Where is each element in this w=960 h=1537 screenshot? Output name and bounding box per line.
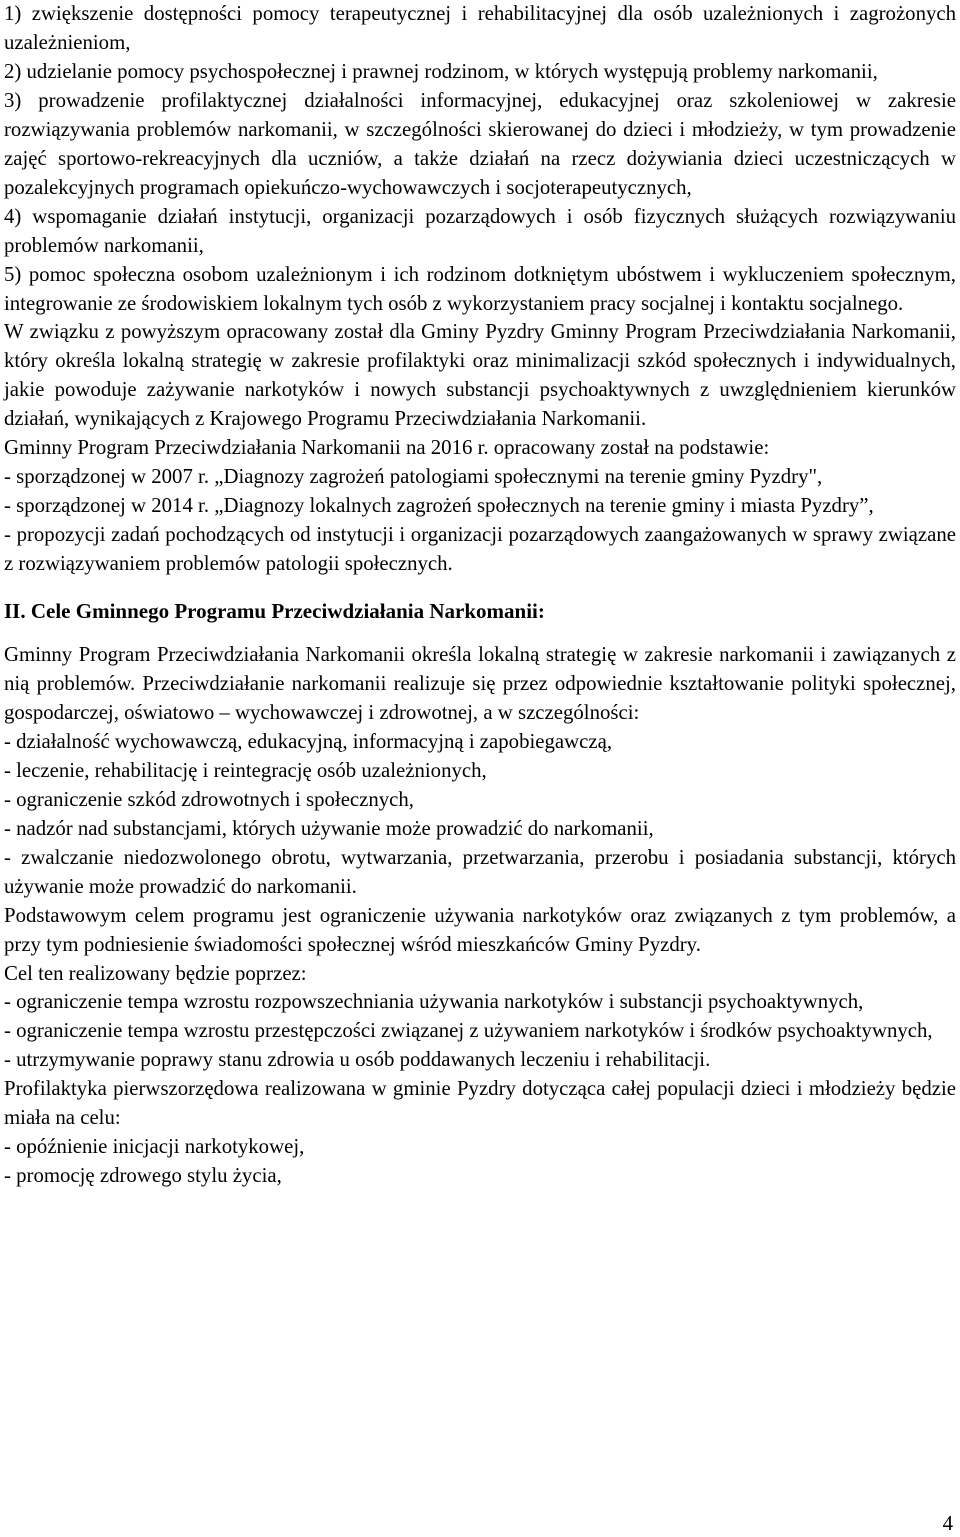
goal-item-4: - nadzór nad substancjami, których używanie może prowadzić do narkomanii, — [4, 816, 654, 840]
list-item-1: 1) zwiększenie dostępności pomocy terapeutycznej i rehabilitacyjnej dla osób uzależnionych i zagrożonych uzależnieniom, — [4, 2, 956, 54]
list-item-2: 2) udzielanie pomocy psychospołecznej i prawnej rodzinom, w których występują problemy narkomanii, — [4, 59, 878, 83]
goal-item-1: - działalność wychowawczą, edukacyjną, informacyjną i zapobiegawczą, — [4, 729, 613, 753]
means-item-2: - ograniczenie tempa wzrostu przestępczości związanej z używaniem narkotyków i środków psychoaktywnych, — [4, 1019, 933, 1043]
means-item-1: - ograniczenie tempa wzrostu rozpowszechniania używania narkotyków i substancji psychoaktywnych, — [4, 990, 864, 1014]
basis-item-3: - propozycji zadań pochodzących od instytucji i organizacji pozarządowych zaangażowanych w sprawy związane z rozwiązywaniem problemów patologii społecznych. — [4, 523, 956, 576]
list-item-3: 3) prowadzenie profilaktycznej działalności informacyjnej, edukacyjnej oraz szkoleniowej w zakresie rozwiązywania problemów narkomanii, w szczególności skierowanej do dzieci i młodzieży, w tym prowadzenie zajęć sportowo-rekreacyjnych dla uczniów, a także działań na rzecz dożywiania dzieci uczestniczących w pozalekcyjnych programach opiekuńczo-wychowawczych i socjoterapeutycznych, — [4, 88, 956, 199]
spacer — [4, 579, 956, 597]
goal-item-5: - zwalczanie niedozwolonego obrotu, wytwarzania, przetwarzania, przerobu i posiadania substancji, których używanie może prowadzić do narkomanii. — [4, 845, 956, 898]
list-item-4: 4) wspomaganie działań instytucji, organizacji pozarządowych i osób fizycznych służących rozwiązywaniu problemów narkomanii, — [4, 204, 956, 257]
spacer — [4, 626, 956, 641]
prevention-paragraph: Profilaktyka pierwszorzędowa realizowana w gminie Pyzdry dotycząca całej populacji dzieci i młodzieży będzie miała na celu: — [4, 1077, 956, 1130]
prevention-item-2: - promocję zdrowego stylu życia, — [4, 1164, 282, 1188]
main-goal-paragraph: Podstawowym celem programu jest ograniczenie używania narkotyków oraz związanych z tym problemów, a przy tym podniesienie świadomości społecznej wśród mieszkańców Gminy Pyzdry. — [4, 903, 956, 956]
program-intro-paragraph: W związku z powyższym opracowany został dla Gminy Pyzdry Gminny Program Przeciwdziałania Narkomanii, który określa lokalną strategię w zakresie profilaktyki oraz minimalizacji szkód społecznych i indywidualnych, jakie powoduje zażywanie narkotyków i nowych substancji psychoaktywnych z uwzględnieniem kierunków działań, wynikających z Krajowego Programu Przeciwdziałania Narkomanii. — [4, 320, 956, 431]
goal-item-3: - ograniczenie szkód zdrowotnych i społecznych, — [4, 787, 415, 811]
document-page — [4, 0, 956, 1191]
prevention-item-1: - opóźnienie inicjacji narkotykowej, — [4, 1135, 305, 1159]
basis-intro: Gminny Program Przeciwdziałania Narkomanii na 2016 r. opracowany został na podstawie: — [4, 436, 770, 460]
page-number: 4 — [942, 1512, 953, 1535]
list-item-5: 5) pomoc społeczna osobom uzależnionym i ich rodzinom dotkniętym ubóstwem i wykluczeniem społecznym, integrowanie ze środowiskiem lokalnym tych osób z wykorzystaniem pracy socjalnej i kontaktu socjalnego. — [4, 262, 956, 315]
section-heading: II. Cele Gminnego Programu Przeciwdziałania Narkomanii: — [4, 599, 545, 624]
basis-item-2: - sporządzonej w 2014 r. „Diagnozy lokalnych zagrożeń społecznych na terenie gminy i miasta Pyzdry”, — [4, 494, 874, 518]
means-intro: Cel ten realizowany będzie poprzez: — [4, 961, 307, 985]
means-item-3: - utrzymywanie poprawy stanu zdrowia u osób poddawanych leczeniu i rehabilitacji. — [4, 1048, 711, 1072]
goal-item-2: - leczenie, rehabilitację i reintegrację osób uzależnionych, — [4, 758, 487, 782]
basis-item-1: - sporządzonej w 2007 r. „Diagnozy zagrożeń patologiami społecznymi na terenie gminy Pyzdry", — [4, 465, 823, 489]
goals-intro-paragraph: Gminny Program Przeciwdziałania Narkomanii określa lokalną strategię w zakresie narkomanii i zawiązanych z nią problemów. Przeciwdziałanie narkomanii realizuje się przez odpowiednie kształtowanie polityki społecznej, gospodarczej, oświatowo – wychowawczej i zdrowotnej, a w szczególności: — [4, 643, 956, 724]
